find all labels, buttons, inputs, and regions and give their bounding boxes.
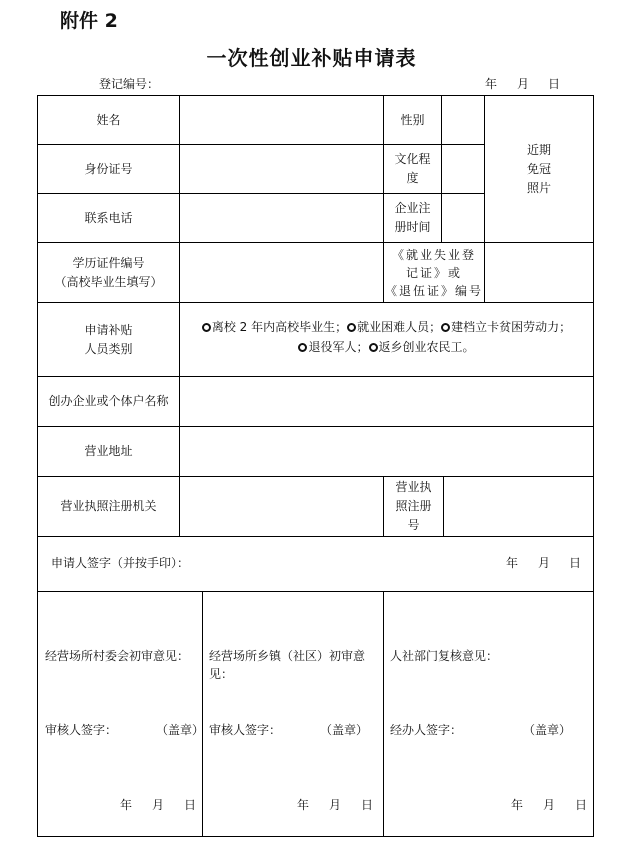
option-bullet-icon [441, 323, 450, 332]
registration-time-label: 企业注 册时间 [394, 201, 431, 234]
village-reviewer-sign-label: 审核人签字： [45, 723, 118, 737]
option-poverty-labor[interactable]: 建档立卡贫困劳动力； [441, 320, 571, 334]
registration-time-field[interactable] [442, 194, 484, 242]
education-label: 文化程 度 [394, 152, 431, 185]
town-date-year: 年 [297, 798, 310, 812]
phone-label: 联系电话 [84, 210, 133, 225]
license-authority-label: 营业执照注册机关 [60, 499, 157, 513]
license-authority-field[interactable] [180, 477, 383, 536]
license-number-field[interactable] [444, 477, 593, 536]
village-seal-label: （盖章） [156, 723, 205, 737]
subsidy-category-options [180, 317, 593, 357]
category-options-line2 [180, 337, 593, 357]
form-title: 一次性创业补贴申请表 [206, 46, 417, 70]
town-date-day: 日 [361, 798, 374, 812]
option-veteran[interactable]: 退役军人； [298, 340, 368, 354]
option-difficult-employment[interactable]: 就业困难人员； [347, 320, 441, 334]
hr-review-title: 人社部门复核意见： [390, 649, 499, 663]
option-returning-migrant[interactable]: 返乡创业农民工。 [369, 340, 475, 354]
header-date-day: 日 [548, 77, 561, 91]
header-date-month: 月 [517, 77, 530, 91]
application-table [37, 95, 594, 837]
village-date-day: 日 [184, 798, 197, 812]
hr-date-month: 月 [543, 798, 556, 812]
photo-placeholder: 近期 免冠 照片 [526, 142, 551, 195]
registration-number-label: 登记编号： [99, 77, 160, 91]
option-bullet-icon [369, 343, 378, 352]
attachment-label: 附件 2 [60, 10, 118, 32]
phone-field[interactable] [180, 194, 383, 242]
village-review-title: 经营场所村委会初审意见： [45, 649, 190, 663]
town-seal-label: （盖章） [320, 723, 369, 737]
option-bullet-icon [202, 323, 211, 332]
village-date-month: 月 [152, 798, 165, 812]
id-number-label: 身份证号 [84, 161, 133, 176]
town-reviewer-sign-label: 审核人签字： [209, 723, 282, 737]
hr-date-year: 年 [511, 798, 524, 812]
enterprise-name-field[interactable] [180, 377, 593, 426]
option-bullet-icon [298, 343, 307, 352]
hr-handler-sign-label: 经办人签字： [390, 723, 463, 737]
certificate-number-label: 学历证件编号 （高校毕业生填写） [54, 255, 163, 289]
enterprise-name-label: 创办企业或个体户名称 [48, 394, 169, 408]
education-field[interactable] [442, 145, 484, 193]
town-review-title: 经营场所乡镇（社区）初审意见： [209, 649, 366, 681]
header-date-year: 年 [485, 77, 498, 91]
category-options-line1 [180, 317, 593, 337]
certificate-number-field[interactable] [180, 243, 383, 302]
name-field[interactable] [180, 96, 383, 144]
employment-certificate-field[interactable] [485, 243, 593, 302]
option-graduate[interactable]: 离校 2 年内高校毕业生； [202, 320, 347, 334]
applicant-signature-label: 申请人签字（并按手印）： [51, 556, 190, 570]
business-address-field[interactable] [180, 427, 593, 476]
village-date-year: 年 [120, 798, 133, 812]
option-bullet-icon [347, 323, 356, 332]
applicant-date-month: 月 [538, 556, 551, 570]
hr-date-day: 日 [575, 798, 588, 812]
subsidy-category-label: 申请补贴 人员类别 [84, 322, 133, 356]
applicant-date-day: 日 [569, 556, 582, 570]
id-number-field[interactable] [180, 145, 383, 193]
employment-certificate-label: 《就业失业登 记证》或 《退伍证》编号 [384, 247, 483, 298]
applicant-date-year: 年 [506, 556, 519, 570]
gender-label: 性别 [400, 112, 425, 127]
hr-seal-label: （盖章） [523, 723, 572, 737]
town-date-month: 月 [329, 798, 342, 812]
gender-field[interactable] [442, 96, 484, 144]
license-number-label: 营业执 照注册 号 [395, 480, 432, 532]
business-address-label: 营业地址 [84, 444, 133, 458]
name-label: 姓名 [96, 112, 121, 127]
